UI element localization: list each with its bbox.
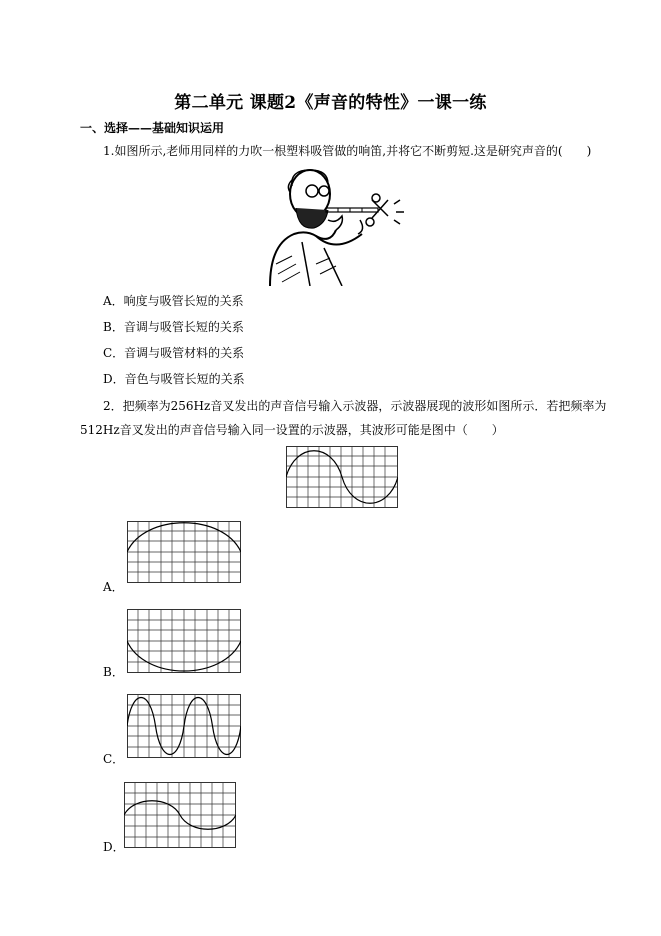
section-heading: 一、选择——基础知识运用	[80, 121, 225, 135]
question-2-line-1: 2．把频率为256Hz音叉发出的声音信号输入示波器，示波器展现的波形如图所示．若把频率为	[103, 399, 607, 413]
q1-option-d: D．音色与吸管长短的关系	[103, 372, 245, 386]
option-c-label: C．	[103, 752, 125, 766]
reference-oscilloscope-waveform	[286, 446, 398, 508]
question-2-line-2: 512Hz音叉发出的声音信号输入同一设置的示波器，其波形可能是图中（ ）	[80, 423, 504, 437]
option-a-label: A．	[103, 580, 124, 594]
q1-option-a: A．响度与吸管长短的关系	[103, 294, 244, 308]
option-c-waveform	[127, 694, 241, 758]
teacher-blowing-straw-illustration	[266, 164, 426, 286]
option-d-label: D．	[103, 840, 125, 854]
question-1-text: 1.如图所示,老师用同样的力吹一根塑料吸管做的响笛,并将它不断剪短.这是研究声音的( )	[103, 144, 592, 158]
option-a-waveform	[127, 521, 241, 583]
page-title: 第二单元 课题2《声音的特性》一课一练	[174, 93, 487, 113]
option-d-waveform	[124, 782, 236, 848]
q1-option-c: C．音调与吸管材料的关系	[103, 346, 245, 360]
option-b-label: B．	[103, 665, 124, 679]
q1-option-b: B．音调与吸管长短的关系	[103, 320, 244, 334]
option-b-waveform	[127, 609, 241, 673]
